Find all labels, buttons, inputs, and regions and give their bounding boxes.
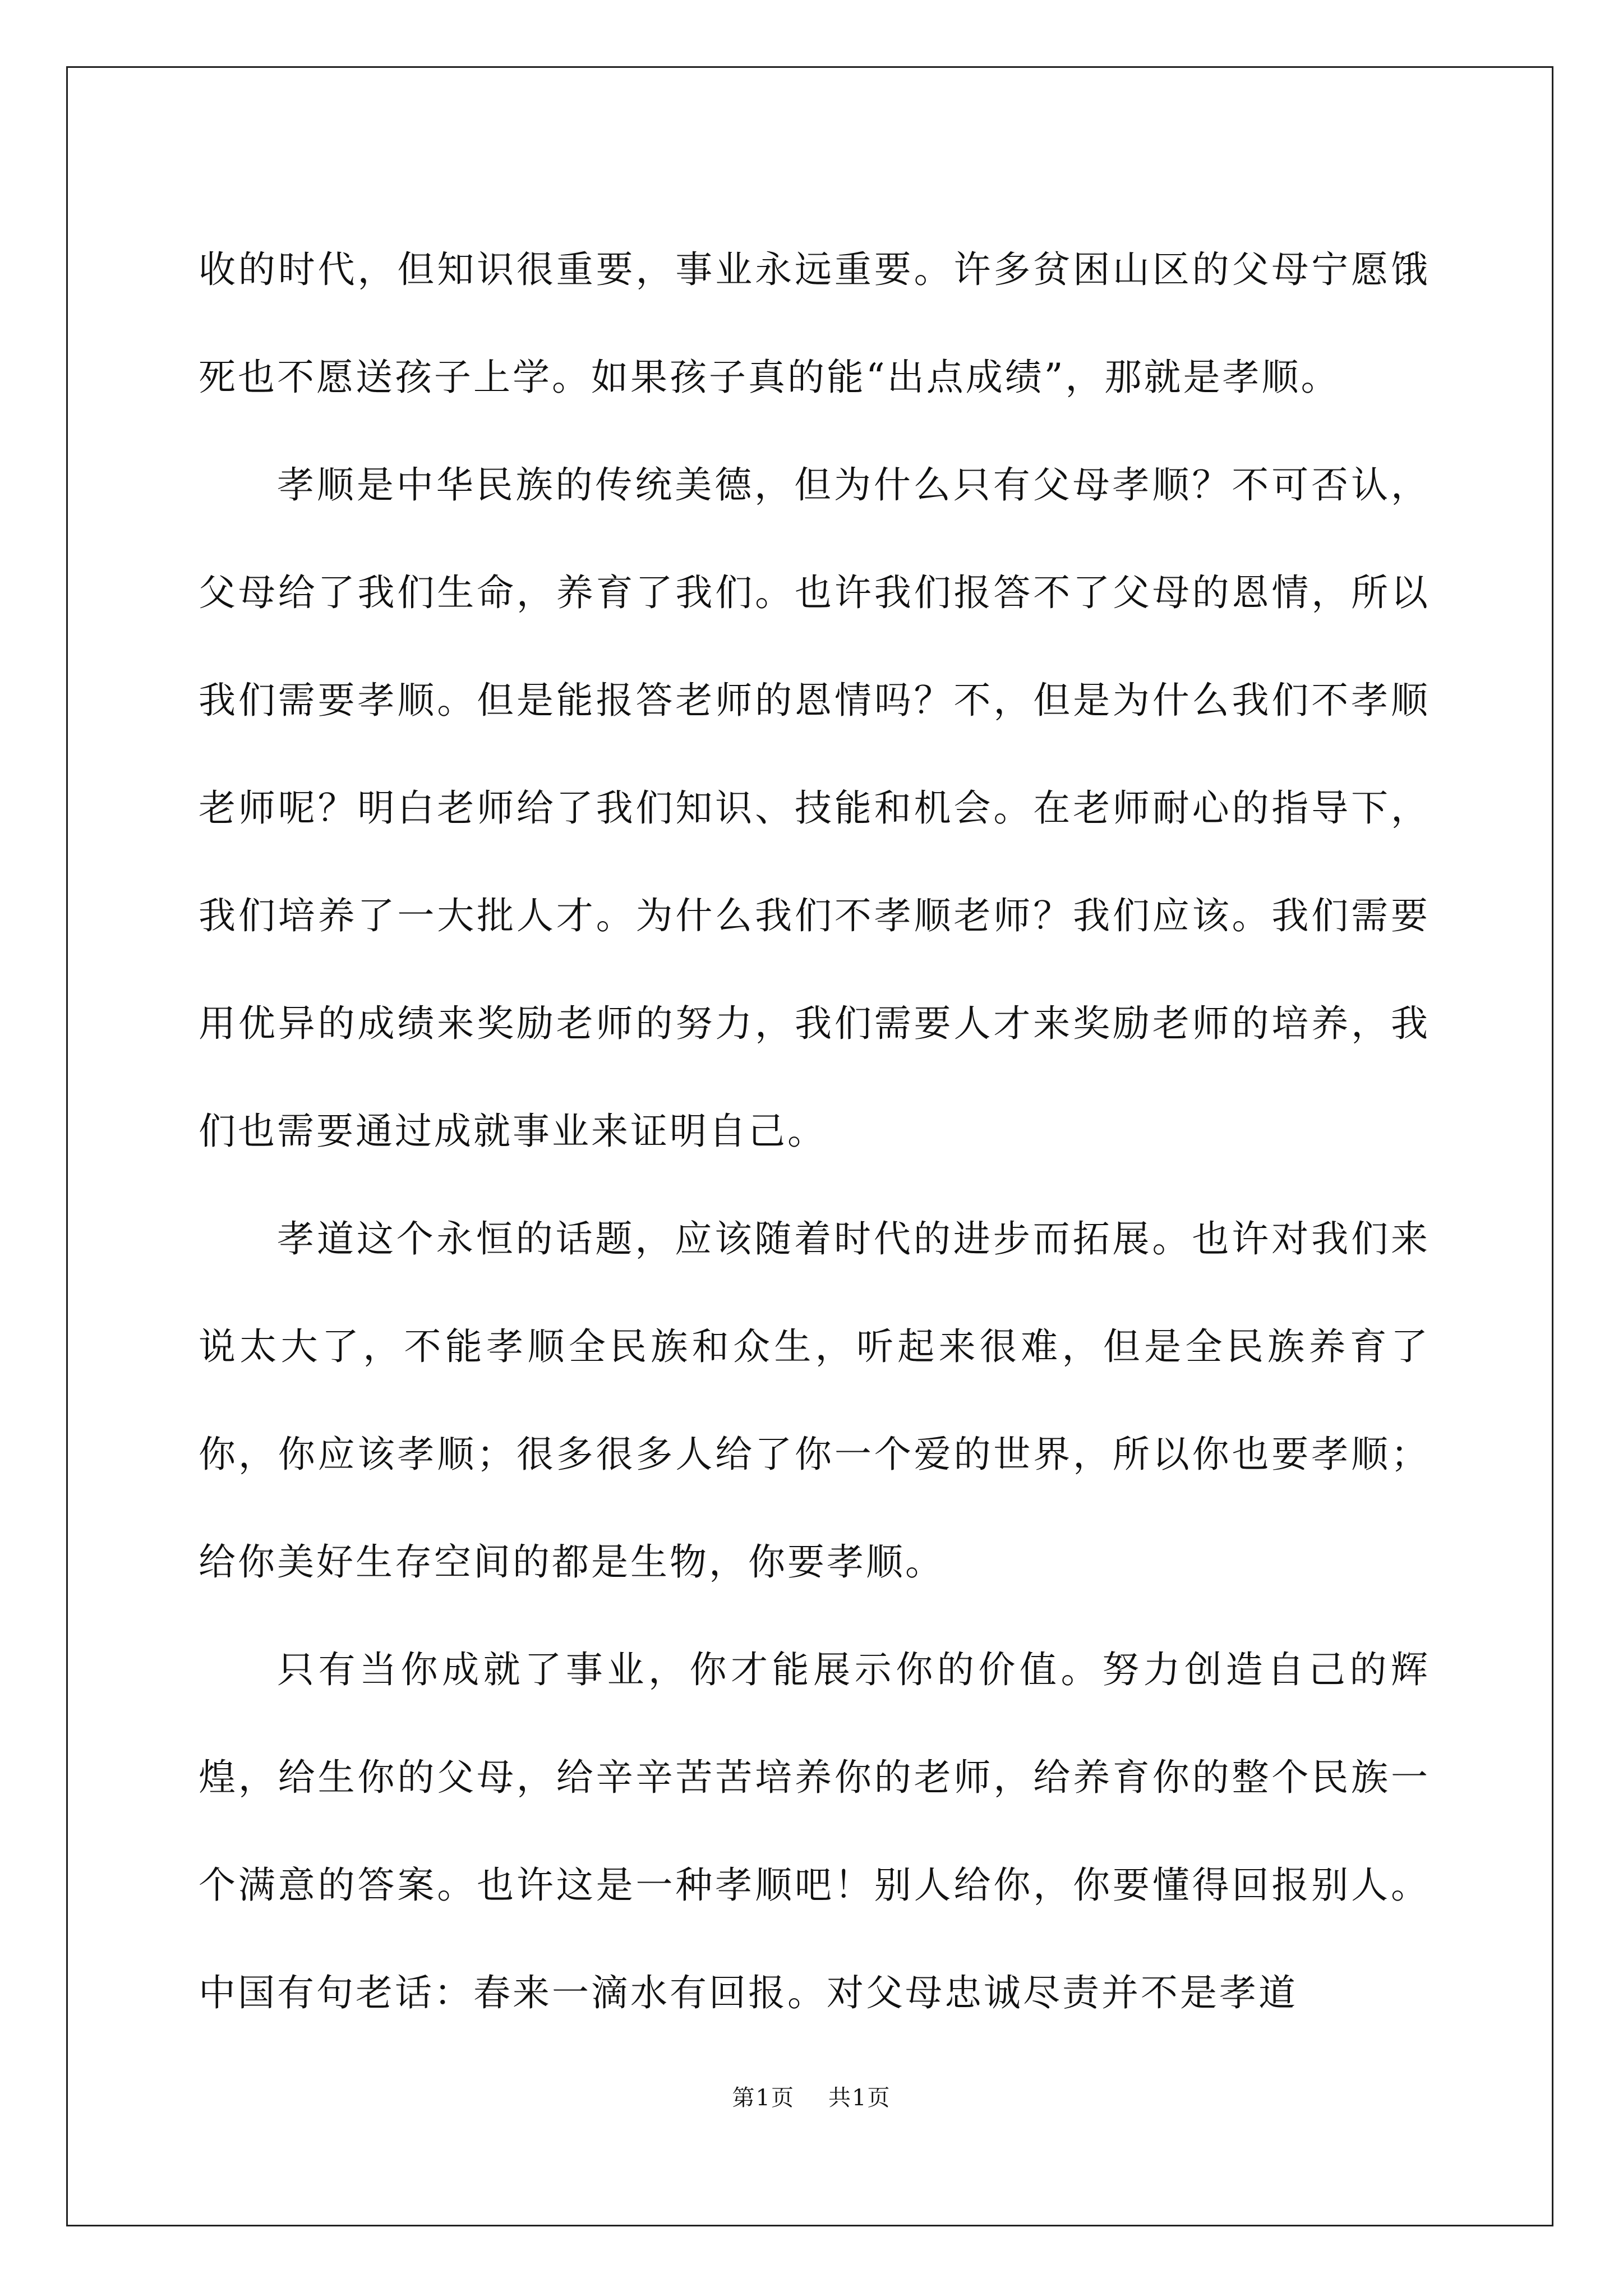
- page-total: 共1页: [828, 2085, 891, 2111]
- page-footer: [0, 2080, 1623, 2112]
- page-number: 第1页: [732, 2085, 795, 2111]
- paragraph-2: 孝顺是中华民族的传统美德，但为什么只有父母孝顺？不可否认，父母给了我们生命，养育了我们。也许我们报答不了父母的恩情，所以我们需要孝顺。但是能报答老师的恩情吗？不，但是为什么我们不孝顺老师呢？明白老师给了我们知识、技能和机会。在老师耐心的指导下，我们培养了一大批人才。为什么我们不孝顺老师？我们应该。我们需要用优异的成绩来奖励老师的努力，我们需要人才来奖励老师的培养，我们也需要通过成就事业来证明自己。: [199, 463, 1430, 1153]
- paragraph-3: 孝道这个永恒的话题，应该随着时代的进步而拓展。也许对我们来说太大了，不能孝顺全民族和众生，听起来很难，但是全民族养育了你，你应该孝顺；很多很多人给了你一个爱的世界，所以你也要孝顺；给你美好生存空间的都是生物，你要孝顺。: [199, 1217, 1430, 1584]
- paragraph-1: 收的时代，但知识很重要，事业永远重要。许多贫困山区的父母宁愿饿死也不愿送孩子上学。如果孩子真的能“出点成绩”，那就是孝顺。: [199, 248, 1430, 399]
- document-body: [199, 216, 1430, 2047]
- paragraph-4: 只有当你成就了事业，你才能展示你的价值。努力创造自己的辉煌，给生你的父母，给辛辛苦苦培养你的老师，给养育你的整个民族一个满意的答案。也许这是一种孝顺吧！别人给你，你要懂得回报别人。中国有句老话：春来一滴水有回报。对父母忠诚尽责并不是孝道: [199, 1648, 1430, 2014]
